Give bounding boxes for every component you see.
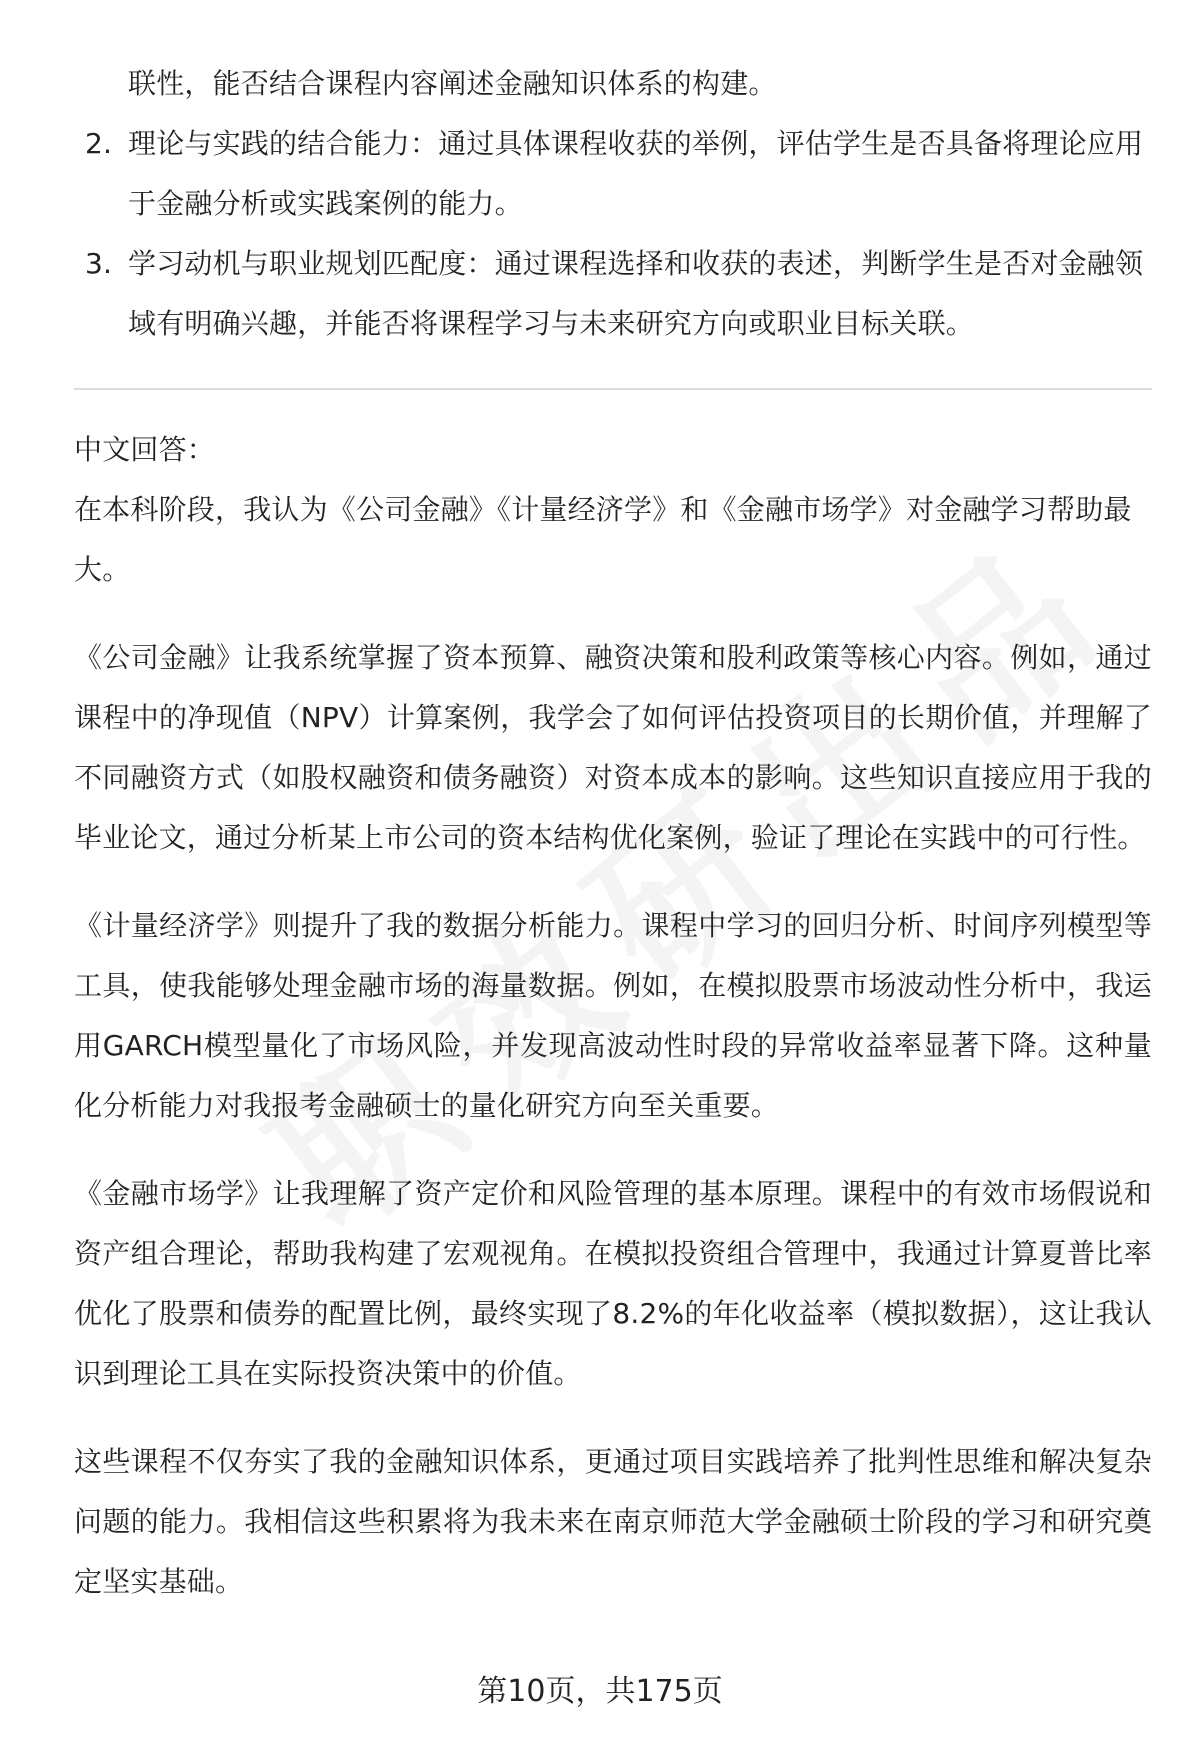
answer-paragraph-intro: 在本科阶段，我认为《公司金融》《计量经济学》和《金融市场学》对金融学习帮助最大。 [74,493,1132,586]
criteria-item-number: 2. [85,127,113,160]
criteria-item-2 [74,114,1152,234]
criteria-item-text: 学习动机与职业规划匹配度：通过课程选择和收获的表述，判断学生是否对金融领域有明确兴趣，并能否将课程学习与未来研究方向或职业目标关联。 [128,247,1144,340]
answer-label: 中文回答： [74,433,216,466]
answer-paragraph-financial-markets: 《金融市场学》让我理解了资产定价和风险管理的基本原理。课程中的有效市场假说和资产组合理论，帮助我构建了宏观视角。在模拟投资组合管理中，我通过计算夏普比率优化了股票和债券的配置比例，最终实现了8.2%的年化收益率（模拟数据），这让我认识到理论工具在实际投资决策中的价值。 [74,1177,1152,1390]
answer-paragraph-corporate-finance: 《公司金融》让我系统掌握了资本预算、融资决策和股利政策等核心内容。例如，通过课程中的净现值（NPV）计算案例，我学会了如何评估投资项目的长期价值，并理解了不同融资方式（如股权融资和债务融资）对资本成本的影响。这些知识直接应用于我的毕业论文，通过分析某上市公司的资本结构优化案例，验证了理论在实践中的可行性。 [74,641,1152,854]
page-number: 第10页，共175页 [477,1674,723,1709]
criteria-item-number: 3. [85,247,113,280]
section-divider [74,388,1152,390]
answer-paragraph-conclusion: 这些课程不仅夯实了我的金融知识体系，更通过项目实践培养了批判性思维和解决复杂问题的能力。我相信这些积累将为我未来在南京师范大学金融硕士阶段的学习和研究奠定坚实基础。 [74,1445,1152,1598]
answer-paragraph-econometrics: 《计量经济学》则提升了我的数据分析能力。课程中学习的回归分析、时间序列模型等工具，使我能够处理金融市场的海量数据。例如，在模拟股票市场波动性分析中，我运用GARCH模型量化了市场风险，并发现高波动性时段的异常收益率显著下降。这种量化分析能力对我报考金融硕士的量化研究方向至关重要。 [74,909,1152,1122]
criteria-item-text: 理论与实践的结合能力：通过具体课程收获的举例，评估学生是否具备将理论应用于金融分析或实践案例的能力。 [128,127,1144,220]
criteria-list [74,114,1152,354]
criteria-item-3 [74,234,1152,354]
criteria-item-1-continuation: 联性，能否结合课程内容阐述金融知识体系的构建。 [128,67,777,100]
page-content [74,54,1152,1640]
